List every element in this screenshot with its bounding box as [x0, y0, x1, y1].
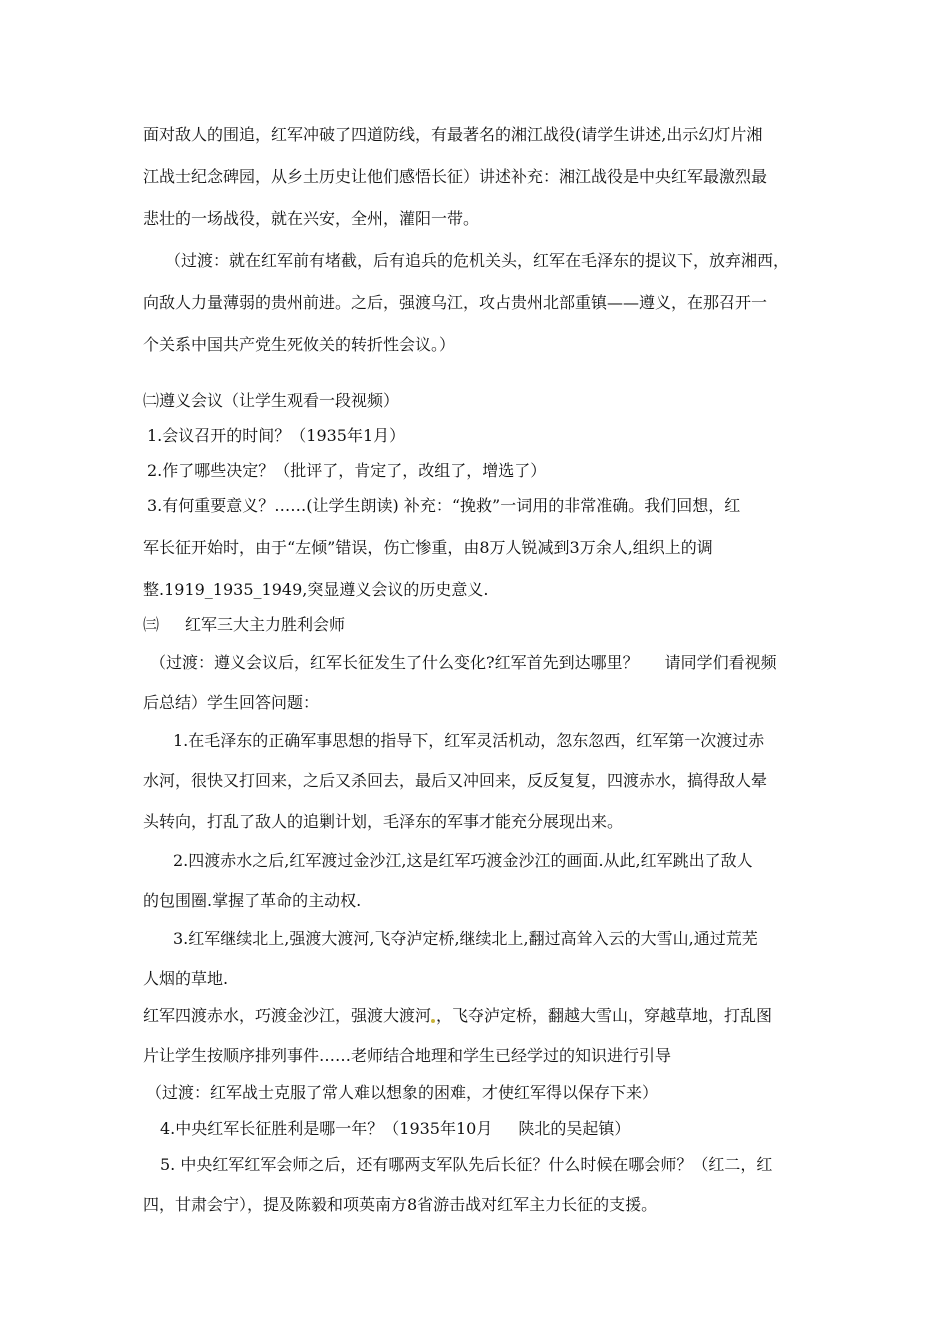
reunion-item-4-part-b: 陕北的吴起镇）	[518, 1119, 631, 1138]
sequence-activity-part-a: 红军四渡赤水，巧渡金沙江，强渡大渡河	[143, 1006, 432, 1025]
sequence-activity-line-2: 片让学生按顺序排列事件……老师结合地理和学生已经学过的知识进行引导	[143, 1046, 672, 1065]
reunion-item-3-line-1: 3.红军继续北上,强渡大渡河,飞夺泸定桥,继续北上,翻过高耸入云的大雪山,通过荒芜	[173, 929, 758, 948]
reunion-item-2-line-1: 2.四渡赤水之后,红军渡过金沙江,这是红军巧渡金沙江的画面.从此,红军跳出了敌人	[173, 851, 753, 870]
paragraph-transition-line-2: 向敌人力量薄弱的贵州前进。之后，强渡乌江，攻占贵州北部重镇——遵义，在那召开一	[143, 293, 768, 312]
section-reunion-title: 红军三大主力胜利会师	[185, 615, 346, 634]
sequence-activity-part-b: ，飞夺泸定桥，翻越大雪山，穿越草地，打乱图	[436, 1006, 773, 1025]
reunion-transition-line-2: 后总结）学生回答问题：	[143, 693, 320, 712]
paragraph-transition-line-3: 个关系中国共产党生死攸关的转折性会议。）	[143, 335, 456, 354]
zunyi-question-2: 2.作了哪些决定？（批评了，肯定了，改组了，增选了）	[147, 461, 547, 480]
zunyi-question-3-line-1: 3.有何重要意义？……(让学生朗读) 补充：“挽救”一词用的非常准确。我们回想，红	[147, 496, 741, 515]
reunion-transition-part-a: （过渡：遵义会议后，红军长征发生了什么变化?红军首先到达哪里？	[150, 653, 639, 672]
reunion-item-1-line-2: 水河，很快又打回来，之后又杀回去，最后又冲回来，反反复复，四渡赤水，搞得敌人晕	[143, 771, 768, 790]
sequence-activity-line-1	[143, 1006, 813, 1026]
paragraph-xiangjiang-line-3: 悲壮的一场战役，就在兴安，全州，灌阳一带。	[143, 209, 480, 228]
section-reunion-number: ㈢	[143, 615, 160, 634]
paragraph-transition-line-1: （过渡：就在红军前有堵截，后有追兵的危机关头，红军在毛泽东的提议下，放弃湘西，	[165, 251, 790, 270]
reunion-item-5-line-1: 5. 中央红军红军会师之后，还有哪两支军队先后长征？什么时候在哪会师？（红二，红	[160, 1155, 773, 1174]
reunion-item-1-line-3: 头转向，打乱了敌人的追剿计划，毛泽东的军事才能充分展现出来。	[143, 812, 624, 831]
zunyi-question-3-line-2: 军长征开始时，由于“左倾”错误，伤亡惨重，由8万人锐减到3万余人,组织上的调	[143, 538, 713, 557]
reunion-transition-2: （过渡：红军战士克服了常人难以想象的困难，才使红军得以保存下来）	[146, 1083, 659, 1102]
section-zunyi-heading: ㈡遵义会议（让学生观看一段视频）	[143, 391, 400, 410]
reunion-transition-line-1	[150, 653, 820, 673]
section-reunion-heading	[143, 615, 813, 635]
paragraph-xiangjiang-line-2: 江战士纪念碑园，从乡土历史让他们感悟长征）讲述补充：湘江战役是中央红军最激烈最	[143, 167, 768, 186]
reunion-item-5-line-2: 四，甘肃会宁），提及陈毅和项英南方8省游击战对红军主力长征的支援。	[143, 1195, 658, 1214]
reunion-item-1-line-1: 1.在毛泽东的正确军事思想的指导下，红军灵活机动，忽东忽西，红军第一次渡过赤	[173, 731, 765, 750]
reunion-transition-part-b: 请同学们看视频	[664, 653, 777, 672]
reunion-item-4	[160, 1119, 830, 1139]
highlight-dot	[431, 1019, 435, 1023]
reunion-item-3-line-2: 人烟的草地.	[143, 969, 229, 988]
zunyi-question-1: 1.会议召开的时间？（1935年1月）	[147, 426, 406, 445]
paragraph-xiangjiang-line-1: 面对敌人的围追，红军冲破了四道防线，有最著名的湘江战役(请学生讲述,出示幻灯片湘	[143, 125, 763, 144]
reunion-item-4-part-a: 4.中央红军长征胜利是哪一年？（1935年10月	[160, 1119, 493, 1138]
reunion-item-2-line-2: 的包围圈.掌握了革命的主动权.	[143, 891, 362, 910]
zunyi-question-3-line-3: 整.1919_1935_1949,突显遵义会议的历史意义.	[143, 580, 489, 599]
